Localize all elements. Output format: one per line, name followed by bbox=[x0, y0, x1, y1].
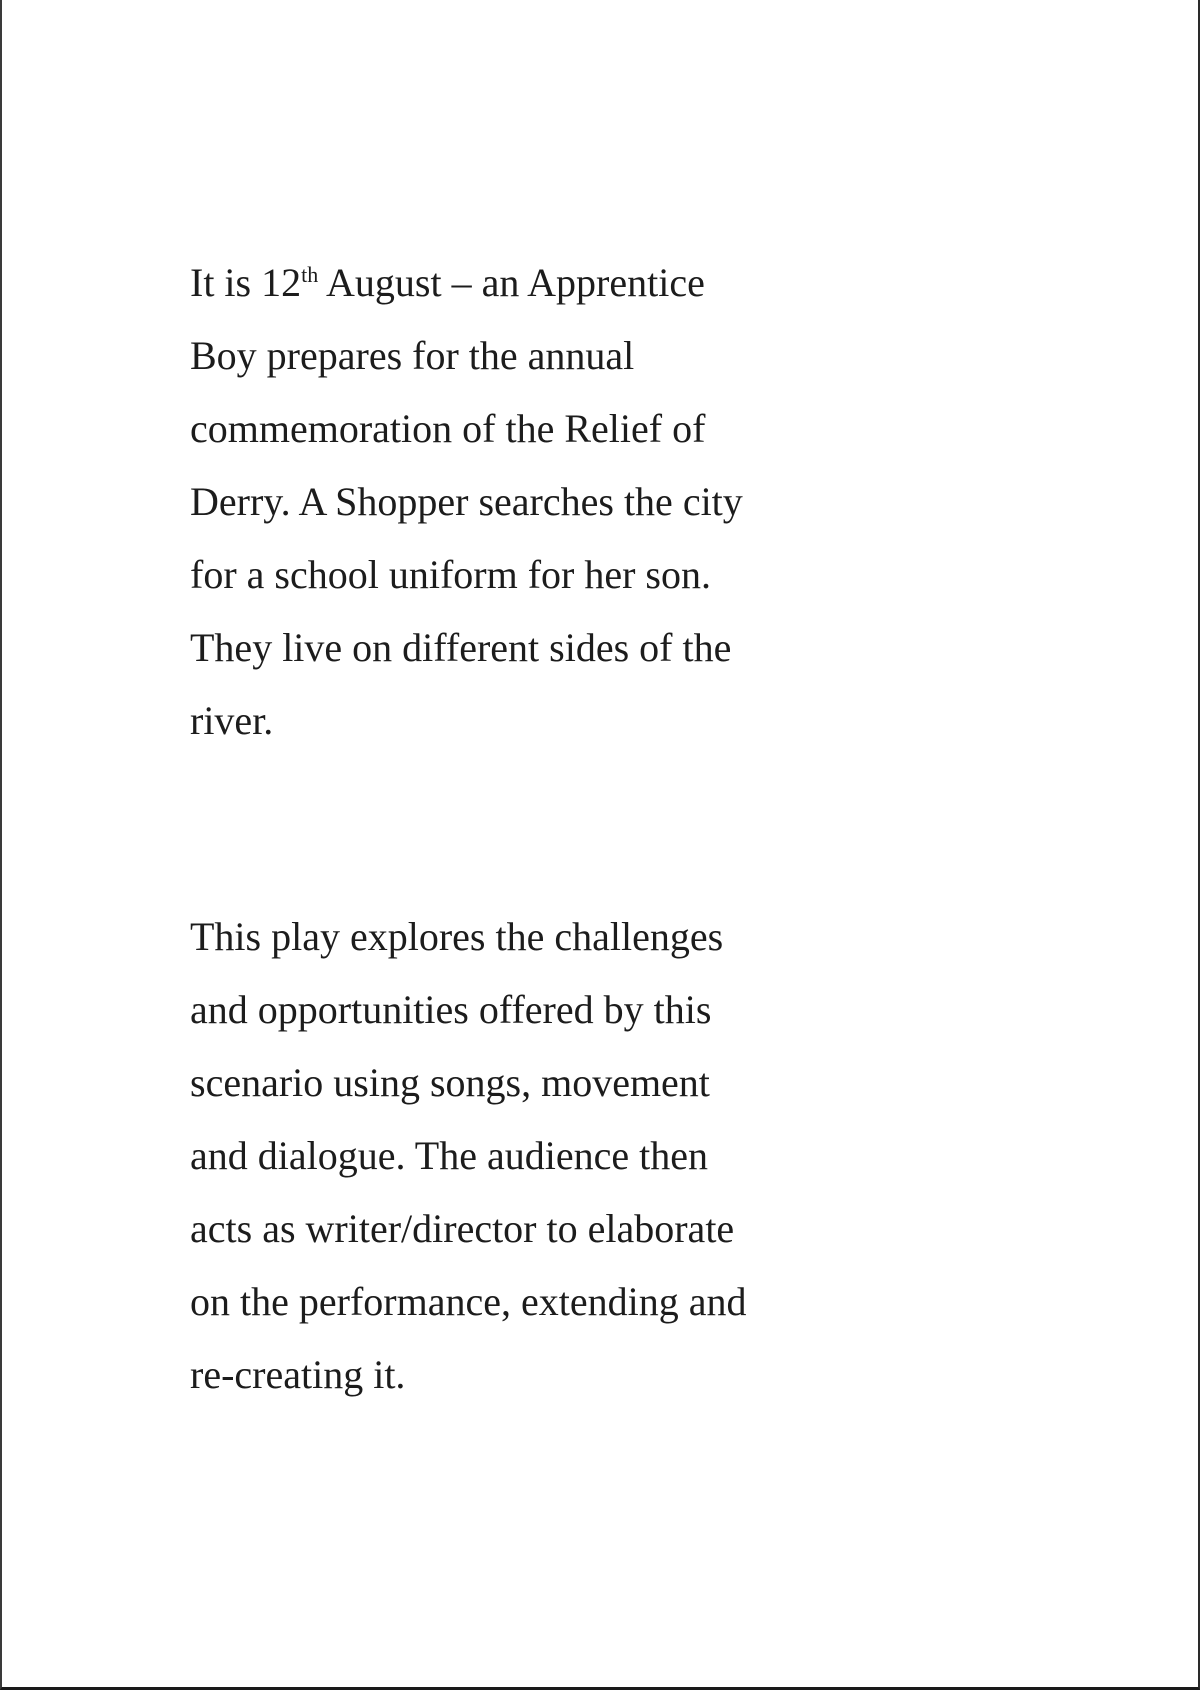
text-line: and opportunities offered by this bbox=[190, 987, 712, 1032]
text-line: on the performance, extending and bbox=[190, 1279, 747, 1324]
text-line: and dialogue. The audience then bbox=[190, 1133, 708, 1178]
text-line bbox=[190, 246, 890, 319]
text-line: Derry. A Shopper searches the city bbox=[190, 479, 743, 524]
text-run: It is 12 bbox=[190, 260, 302, 305]
text-line: re-creating it. bbox=[190, 1352, 406, 1397]
text-line: for a school uniform for her son. bbox=[190, 552, 711, 597]
text-line: scenario using songs, movement bbox=[190, 1060, 710, 1105]
ordinal-superscript: th bbox=[301, 262, 319, 287]
text-line: This play explores the challenges bbox=[190, 914, 724, 959]
text-run: August – an Apprentice bbox=[318, 260, 705, 305]
text-line: river. bbox=[190, 698, 274, 743]
text-line: They live on different sides of the bbox=[190, 625, 732, 670]
text-line: commemoration of the Relief of bbox=[190, 406, 706, 451]
text-line: Boy prepares for the annual bbox=[190, 333, 635, 378]
paragraph-description bbox=[190, 900, 890, 1411]
text-line: acts as writer/director to elaborate bbox=[190, 1206, 735, 1251]
paragraph-synopsis bbox=[190, 246, 890, 757]
